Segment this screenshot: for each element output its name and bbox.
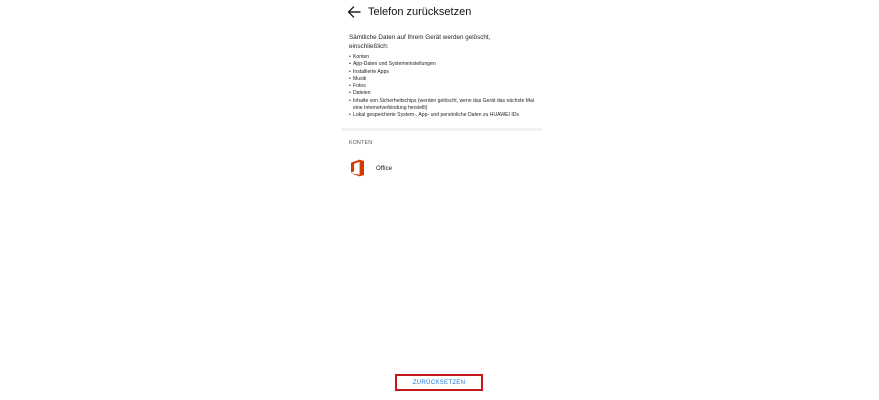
list-item: • Musik [349, 76, 539, 83]
section-divider [341, 128, 542, 131]
list-item: • App-Daten und Systemeinstellungen [349, 61, 539, 68]
account-item-office[interactable] [338, 155, 542, 181]
page-title: Telefon zurücksetzen [368, 6, 472, 18]
list-item: • Installierte Apps [349, 69, 539, 76]
account-name: Office [376, 165, 393, 172]
app-bar [338, 0, 542, 26]
list-item: • Inhalte von Sicherheitschips (werden gelöscht, wenn das Gerät das nächste Mal eine Internetverbindung herstellt) [349, 98, 539, 113]
list-item: • Konten [349, 54, 539, 61]
arrow-left-icon [346, 5, 362, 19]
list-item: • Dateien [349, 90, 539, 97]
deleted-data-list [349, 54, 539, 120]
accounts-section-header: KONTEN [349, 140, 373, 146]
back-button[interactable] [346, 5, 362, 19]
reset-button-label: ZURÜCKSETZEN [412, 379, 466, 386]
intro-text: Sämtliche Daten auf Ihrem Gerät werden gelöscht, einschließlich: [349, 34, 491, 50]
list-item: • Lokal gespeicherte System-, App- und persönliche Daten zu HUAWEI IDs [349, 112, 539, 119]
settings-panel [338, 0, 542, 400]
list-item: • Fotos [349, 83, 539, 90]
reset-button[interactable] [395, 374, 483, 391]
office-icon [350, 159, 365, 177]
